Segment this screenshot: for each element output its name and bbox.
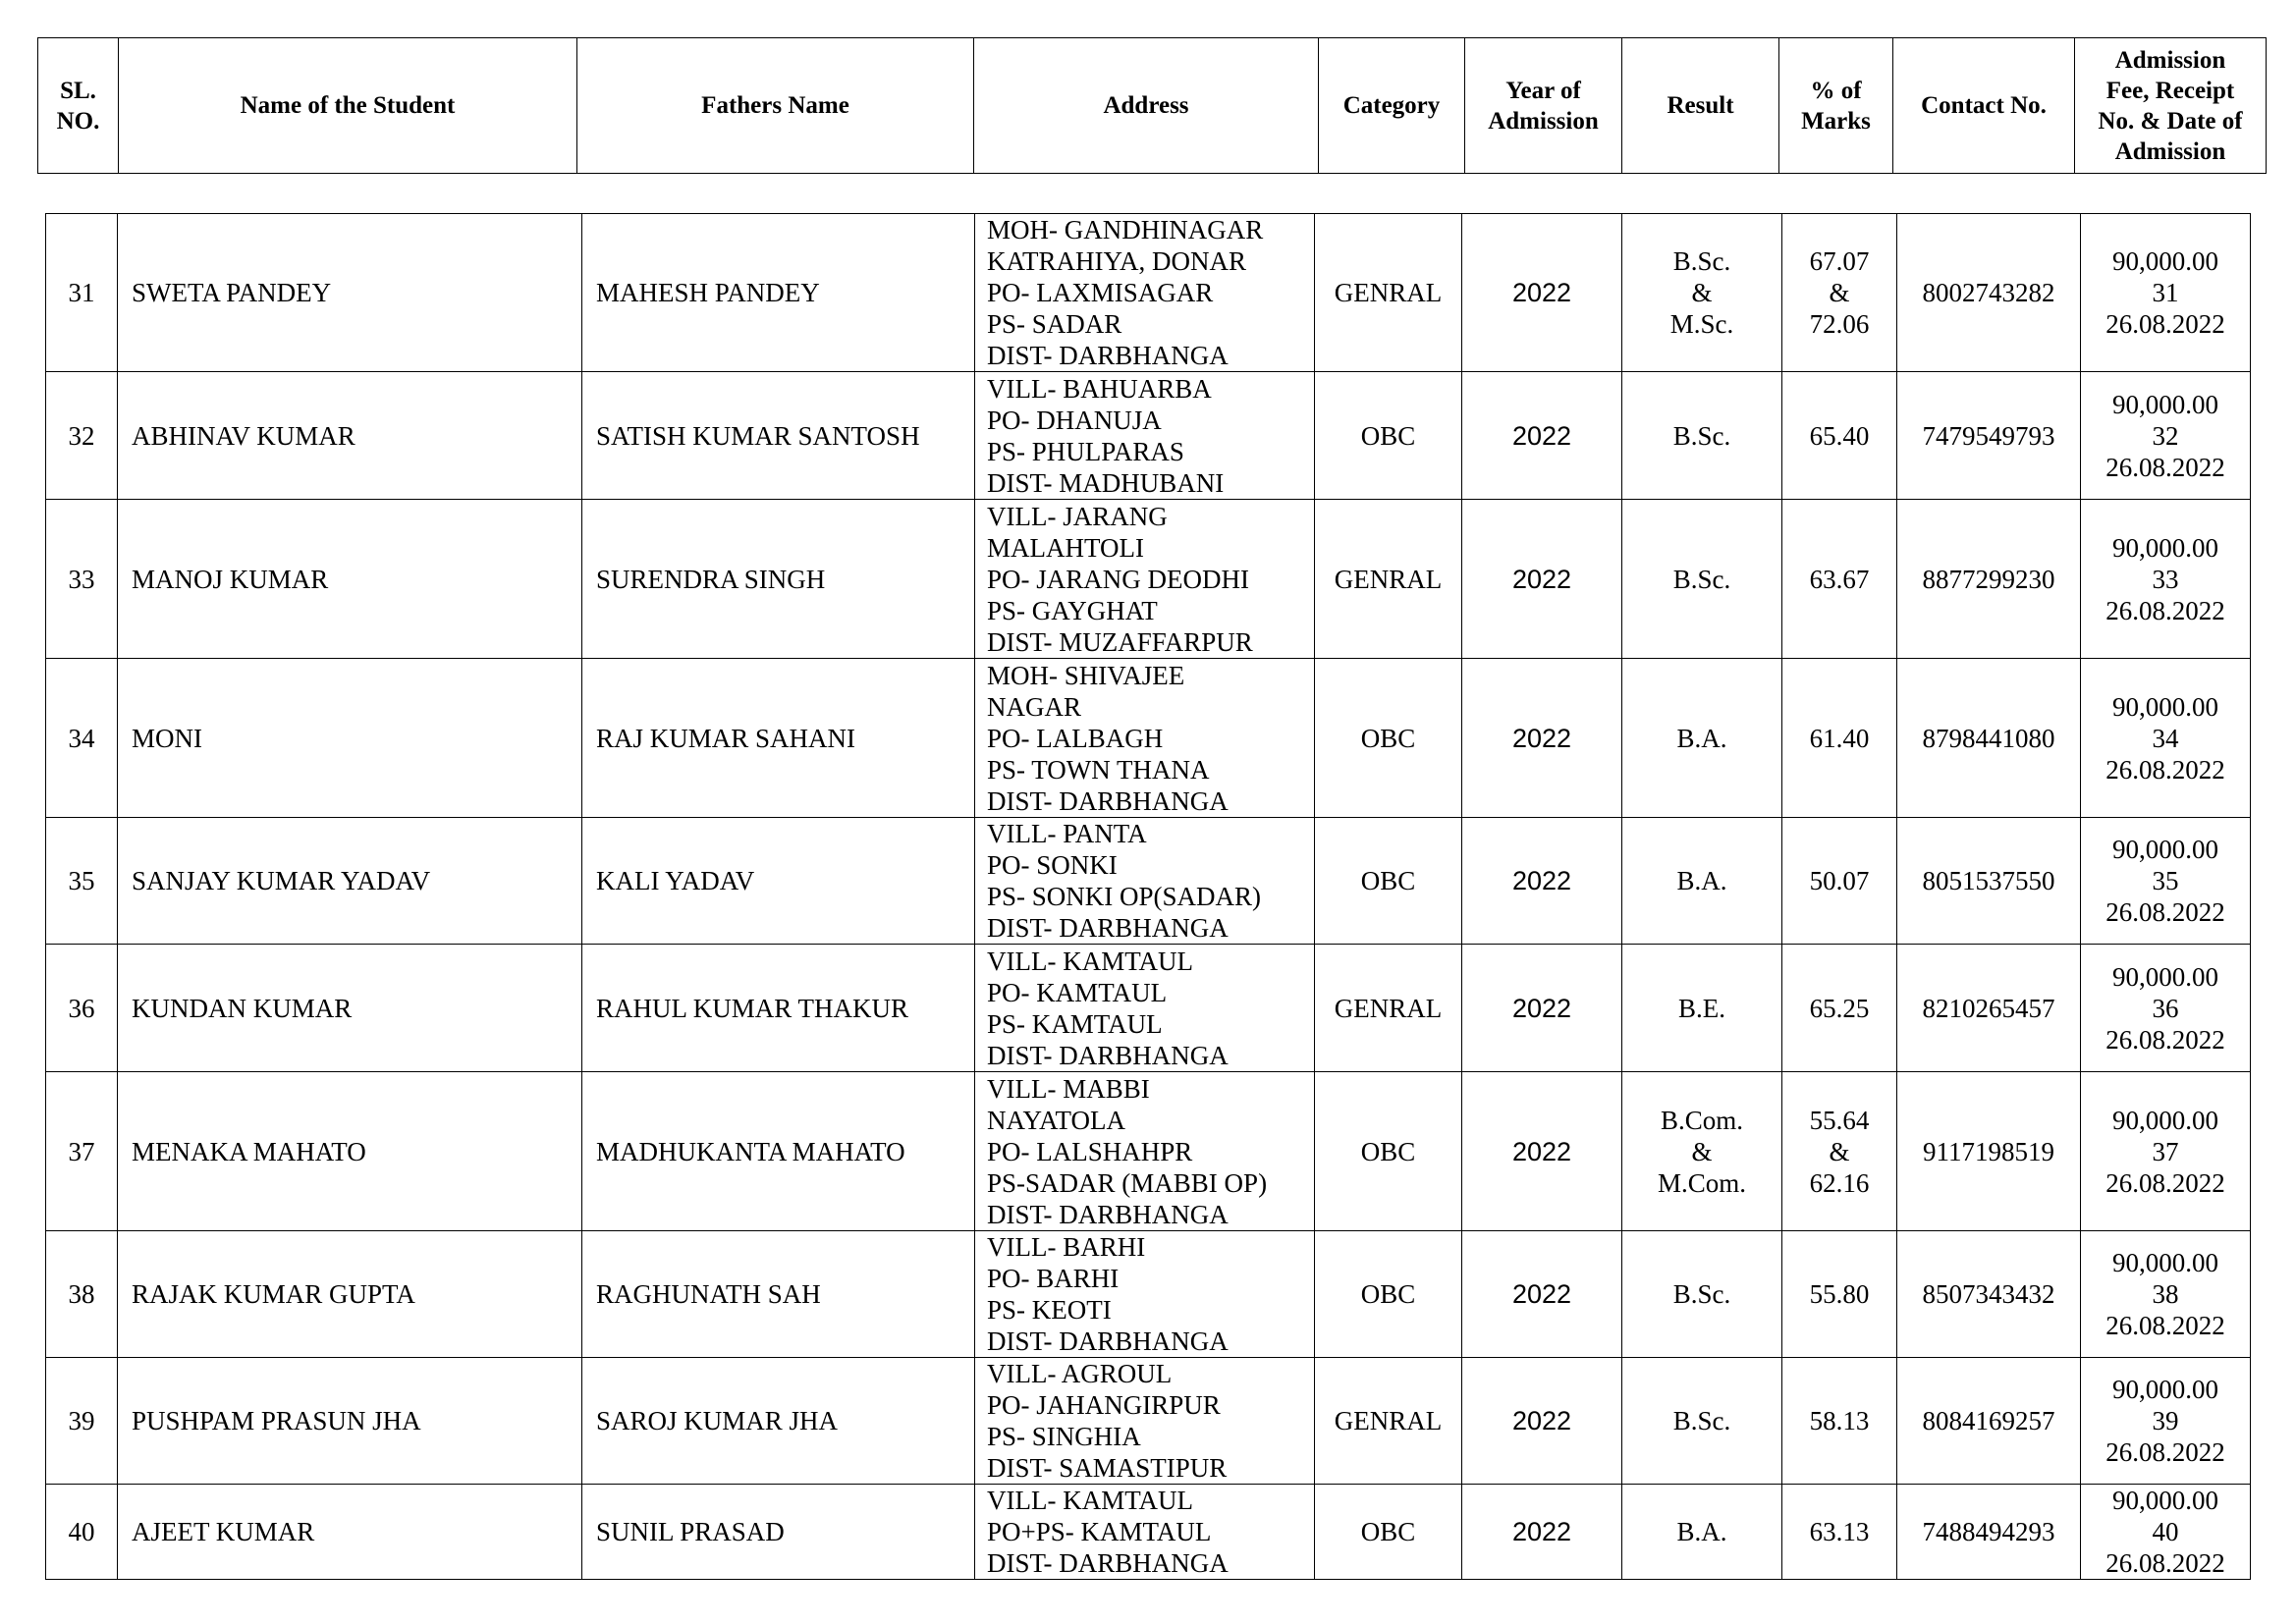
- admission-fee-cell: [2081, 1072, 2251, 1231]
- address-cell-line: VILL- KAMTAUL: [987, 1486, 1194, 1515]
- admission-fee-cell-line: 26.08.2022: [2105, 309, 2225, 339]
- marks-cell: [1782, 372, 1897, 500]
- result-cell: [1622, 1231, 1782, 1358]
- fathers-name-cell: SUNIL PRASAD: [582, 1485, 975, 1580]
- admission-fee-cell-line: 90,000.00: [2112, 961, 2218, 992]
- header-contact-no: Contact No.: [1893, 38, 2075, 174]
- admission-fee-cell-line: 26.08.2022: [2105, 1548, 2225, 1578]
- address-cell-line: VILL- BAHUARBA: [987, 373, 1212, 404]
- marks-cell: [1782, 818, 1897, 945]
- result-cell: [1622, 214, 1782, 372]
- result-cell-line: B.Com.: [1660, 1105, 1744, 1135]
- admission-fee-cell-line: 90,000.00: [2112, 1486, 2218, 1515]
- admission-fee-cell-line: 35: [2152, 866, 2179, 895]
- result-cell-line: &: [1691, 1136, 1713, 1166]
- address-cell-line: DIST- DARBHANGA: [987, 913, 1229, 943]
- result-cell: [1622, 500, 1782, 659]
- address-cell: [975, 1231, 1315, 1358]
- header-result: Result: [1622, 38, 1779, 174]
- marks-cell-line: 67.07: [1809, 246, 1870, 276]
- student-name-cell: SWETA PANDEY: [118, 214, 582, 372]
- contact-cell: 8877299230: [1897, 500, 2081, 659]
- address-cell-line: DIST- MUZAFFARPUR: [987, 626, 1253, 657]
- student-name-cell: KUNDAN KUMAR: [118, 945, 582, 1072]
- category-cell: OBC: [1315, 372, 1462, 500]
- result-cell: [1622, 945, 1782, 1072]
- result-cell-line: &: [1691, 278, 1713, 307]
- fathers-name-cell: MADHUKANTA MAHATO: [582, 1072, 975, 1231]
- address-cell-line: DIST- DARBHANGA: [987, 341, 1229, 370]
- result-cell-line: B.Sc.: [1672, 564, 1731, 594]
- address-cell-line: PO- DHANUJA: [987, 405, 1162, 435]
- admission-fee-cell-line: 90,000.00: [2112, 246, 2218, 276]
- year-cell: 2022: [1462, 500, 1622, 659]
- fathers-name-cell: SURENDRA SINGH: [582, 500, 975, 659]
- admission-fee-cell-line: 26.08.2022: [2105, 595, 2225, 625]
- address-cell-line: DIST- SAMASTIPUR: [987, 1453, 1228, 1483]
- admission-fee-cell-line: 26.08.2022: [2105, 1437, 2225, 1467]
- admission-fee-cell: [2081, 500, 2251, 659]
- result-cell-line: B.Sc.: [1672, 420, 1731, 451]
- address-cell-line: DIST- DARBHANGA: [987, 1326, 1229, 1356]
- header-sl-no: SL. NO.: [38, 38, 119, 174]
- admission-fee-cell-line: 90,000.00: [2112, 1248, 2218, 1277]
- result-cell-line: M.Com.: [1657, 1167, 1747, 1198]
- header-admission-fee: Admission Fee, Receipt No. & Date of Admission: [2075, 38, 2267, 174]
- result-cell-line: B.E.: [1677, 993, 1725, 1023]
- address-cell-line: DIST- DARBHANGA: [987, 1548, 1229, 1578]
- address-cell: [975, 372, 1315, 500]
- contact-cell: 8507343432: [1897, 1231, 2081, 1358]
- student-name-cell: MANOJ KUMAR: [118, 500, 582, 659]
- address-cell-line: MOH- SHIVAJEE: [987, 660, 1185, 690]
- admission-fee-cell: [2081, 372, 2251, 500]
- year-cell: 2022: [1462, 659, 1622, 818]
- address-cell-line: NAYATOLA: [987, 1105, 1126, 1135]
- address-cell: [975, 1358, 1315, 1485]
- admission-fee-cell-line: 26.08.2022: [2105, 1167, 2225, 1198]
- address-cell-line: VILL- MABBI: [987, 1073, 1150, 1104]
- admission-fee-cell: [2081, 1231, 2251, 1358]
- table-row: [46, 1485, 2251, 1580]
- admission-fee-cell-line: 90,000.00: [2112, 389, 2218, 419]
- table-row: [46, 500, 2251, 659]
- year-cell: 2022: [1462, 1072, 1622, 1231]
- address-cell-line: VILL- BARHI: [987, 1232, 1146, 1262]
- admission-fee-cell-line: 26.08.2022: [2105, 1024, 2225, 1055]
- admission-fee-cell: [2081, 1358, 2251, 1485]
- table-row: [46, 1072, 2251, 1231]
- sl-no-cell: 32: [46, 372, 118, 500]
- marks-cell-line: 72.06: [1809, 309, 1870, 339]
- address-cell-line: PS- GAYGHAT: [987, 595, 1158, 625]
- category-cell: GENRAL: [1315, 945, 1462, 1072]
- contact-cell: 7488494293: [1897, 1485, 2081, 1580]
- address-cell-line: PO- LALSHAHPR: [987, 1136, 1193, 1166]
- sl-no-cell: 39: [46, 1358, 118, 1485]
- result-cell-line: B.Sc.: [1672, 1279, 1731, 1309]
- address-cell-line: PS- KEOTI: [987, 1295, 1112, 1325]
- result-cell: [1622, 1072, 1782, 1231]
- address-cell: [975, 1072, 1315, 1231]
- fathers-name-cell: RAHUL KUMAR THAKUR: [582, 945, 975, 1072]
- address-cell-line: PO- LAXMISAGAR: [987, 278, 1214, 307]
- marks-cell: [1782, 500, 1897, 659]
- contact-cell: 9117198519: [1897, 1072, 2081, 1231]
- student-name-cell: RAJAK KUMAR GUPTA: [118, 1231, 582, 1358]
- marks-cell-line: 62.16: [1809, 1167, 1870, 1198]
- year-cell: 2022: [1462, 945, 1622, 1072]
- admission-fee-cell-line: 39: [2152, 1406, 2179, 1435]
- admission-fee-cell: [2081, 1485, 2251, 1580]
- sl-no-cell: 33: [46, 500, 118, 659]
- contact-cell: 8051537550: [1897, 818, 2081, 945]
- marks-cell-line: 55.80: [1809, 1279, 1870, 1309]
- header-row: [38, 38, 2267, 174]
- admission-fee-cell: [2081, 945, 2251, 1072]
- admission-fee-cell-line: 38: [2152, 1279, 2179, 1309]
- table-row: [46, 945, 2251, 1072]
- address-cell: [975, 214, 1315, 372]
- result-cell: [1622, 818, 1782, 945]
- fathers-name-cell: SAROJ KUMAR JHA: [582, 1358, 975, 1485]
- address-cell-line: PO- SONKI: [987, 850, 1118, 880]
- contact-cell: 8210265457: [1897, 945, 2081, 1072]
- address-cell-line: NAGAR: [987, 691, 1082, 722]
- contact-cell: 8084169257: [1897, 1358, 2081, 1485]
- contact-cell: 8002743282: [1897, 214, 2081, 372]
- address-cell-line: PO- BARHI: [987, 1264, 1120, 1293]
- address-cell-line: DIST- DARBHANGA: [987, 785, 1229, 816]
- category-cell: OBC: [1315, 1072, 1462, 1231]
- sl-no-cell: 36: [46, 945, 118, 1072]
- admission-fee-cell-line: 90,000.00: [2112, 1105, 2218, 1135]
- address-cell-line: MALAHTOLI: [987, 532, 1144, 563]
- result-cell-line: B.Sc.: [1672, 1406, 1731, 1435]
- admission-fee-cell-line: 37: [2152, 1136, 2179, 1166]
- result-cell-line: B.Sc.: [1672, 246, 1731, 276]
- marks-cell-line: 61.40: [1809, 723, 1870, 753]
- year-cell: 2022: [1462, 1485, 1622, 1580]
- marks-cell: [1782, 1358, 1897, 1485]
- category-cell: OBC: [1315, 1485, 1462, 1580]
- marks-cell-line: 65.25: [1809, 993, 1870, 1023]
- category-cell: OBC: [1315, 818, 1462, 945]
- student-name-cell: ABHINAV KUMAR: [118, 372, 582, 500]
- address-cell-line: PO+PS- KAMTAUL: [987, 1517, 1212, 1546]
- address-cell-line: PS- SONKI OP(SADAR): [987, 882, 1262, 911]
- address-cell-line: PO- JAHANGIRPUR: [987, 1390, 1221, 1420]
- fathers-name-cell: SATISH KUMAR SANTOSH: [582, 372, 975, 500]
- address-cell-line: DIST- MADHUBANI: [987, 467, 1225, 498]
- address-cell-line: DIST- DARBHANGA: [987, 1199, 1229, 1229]
- student-name-cell: MONI: [118, 659, 582, 818]
- category-cell: GENRAL: [1315, 500, 1462, 659]
- admission-fee-cell-line: 36: [2152, 993, 2179, 1023]
- fathers-name-cell: RAGHUNATH SAH: [582, 1231, 975, 1358]
- header-category: Category: [1319, 38, 1465, 174]
- result-cell-line: M.Sc.: [1669, 309, 1734, 339]
- address-cell-line: DIST- DARBHANGA: [987, 1040, 1229, 1070]
- header-year-of-admission: Year of Admission: [1465, 38, 1622, 174]
- address-cell-line: PS-SADAR (MABBI OP): [987, 1167, 1268, 1198]
- result-cell: [1622, 659, 1782, 818]
- admission-fee-cell-line: 90,000.00: [2112, 1375, 2218, 1404]
- year-cell: 2022: [1462, 1231, 1622, 1358]
- header-address: Address: [974, 38, 1319, 174]
- admission-fee-cell-line: 34: [2152, 723, 2179, 753]
- marks-cell: [1782, 1072, 1897, 1231]
- admission-fee-cell-line: 33: [2152, 564, 2179, 594]
- sl-no-cell: 37: [46, 1072, 118, 1231]
- fathers-name-cell: KALI YADAV: [582, 818, 975, 945]
- header-student-name: Name of the Student: [119, 38, 577, 174]
- header-fathers-name: Fathers Name: [577, 38, 974, 174]
- contact-cell: 8798441080: [1897, 659, 2081, 818]
- category-cell: OBC: [1315, 659, 1462, 818]
- address-cell-line: KATRAHIYA, DONAR: [987, 246, 1247, 276]
- result-cell-line: B.A.: [1676, 723, 1727, 753]
- marks-cell: [1782, 659, 1897, 818]
- marks-cell-line: 50.07: [1809, 866, 1870, 895]
- category-cell: OBC: [1315, 1231, 1462, 1358]
- result-cell: [1622, 1358, 1782, 1485]
- category-cell: GENRAL: [1315, 214, 1462, 372]
- address-cell: [975, 500, 1315, 659]
- sl-no-cell: 34: [46, 659, 118, 818]
- address-cell-line: PS- SADAR: [987, 309, 1122, 339]
- admission-fee-cell-line: 90,000.00: [2112, 835, 2218, 864]
- address-cell-line: VILL- KAMTAUL: [987, 946, 1194, 976]
- result-cell-line: B.A.: [1676, 866, 1727, 895]
- admission-fee-cell-line: 26.08.2022: [2105, 754, 2225, 785]
- table-row: [46, 659, 2251, 818]
- year-cell: 2022: [1462, 1358, 1622, 1485]
- marks-cell-line: 58.13: [1809, 1406, 1870, 1435]
- address-cell-line: PO- LALBAGH: [987, 723, 1164, 753]
- address-cell: [975, 1485, 1315, 1580]
- marks-cell: [1782, 214, 1897, 372]
- address-cell-line: PO- JARANG DEODHI: [987, 564, 1249, 594]
- result-cell: [1622, 1485, 1782, 1580]
- address-cell: [975, 818, 1315, 945]
- header-percent-marks: % of Marks: [1779, 38, 1893, 174]
- student-name-cell: SANJAY KUMAR YADAV: [118, 818, 582, 945]
- student-table: [45, 213, 2251, 1580]
- marks-cell-line: 63.67: [1809, 564, 1870, 594]
- admission-fee-cell: [2081, 818, 2251, 945]
- student-name-cell: AJEET KUMAR: [118, 1485, 582, 1580]
- sl-no-cell: 40: [46, 1485, 118, 1580]
- admission-fee-cell-line: 26.08.2022: [2105, 1311, 2225, 1340]
- table-row: [46, 1231, 2251, 1358]
- address-cell-line: MOH- GANDHINAGAR: [987, 215, 1264, 244]
- address-cell-line: VILL- AGROUL: [987, 1359, 1173, 1388]
- student-name-cell: PUSHPAM PRASUN JHA: [118, 1358, 582, 1485]
- admission-fee-cell-line: 90,000.00: [2112, 532, 2218, 563]
- table-row: [46, 214, 2251, 372]
- table-row: [46, 1358, 2251, 1485]
- address-cell-line: PS- PHULPARAS: [987, 436, 1184, 466]
- result-cell-line: B.A.: [1676, 1517, 1727, 1546]
- admission-fee-cell: [2081, 214, 2251, 372]
- marks-cell-line: 65.40: [1809, 420, 1870, 451]
- address-cell-line: PS- SINGHIA: [987, 1422, 1141, 1451]
- address-cell-line: VILL- PANTA: [987, 819, 1147, 848]
- sl-no-cell: 31: [46, 214, 118, 372]
- result-cell: [1622, 372, 1782, 500]
- admission-fee-cell-line: 32: [2152, 420, 2179, 451]
- address-cell-line: PO- KAMTAUL: [987, 977, 1168, 1007]
- contact-cell: 7479549793: [1897, 372, 2081, 500]
- admission-fee-cell-line: 90,000.00: [2112, 691, 2218, 722]
- sl-no-cell: 35: [46, 818, 118, 945]
- category-cell: GENRAL: [1315, 1358, 1462, 1485]
- marks-cell: [1782, 945, 1897, 1072]
- table-row: [46, 818, 2251, 945]
- admission-fee-cell-line: 26.08.2022: [2105, 897, 2225, 927]
- marks-cell: [1782, 1485, 1897, 1580]
- admission-fee-cell-line: 26.08.2022: [2105, 452, 2225, 482]
- admission-fee-cell: [2081, 659, 2251, 818]
- address-cell-line: PS- TOWN THANA: [987, 754, 1210, 785]
- year-cell: 2022: [1462, 818, 1622, 945]
- marks-cell-line: &: [1829, 278, 1850, 307]
- year-cell: 2022: [1462, 372, 1622, 500]
- address-cell-line: VILL- JARANG: [987, 501, 1168, 531]
- fathers-name-cell: MAHESH PANDEY: [582, 214, 975, 372]
- marks-cell-line: 55.64: [1809, 1105, 1870, 1135]
- admission-fee-cell-line: 40: [2152, 1517, 2179, 1546]
- admission-fee-cell-line: 31: [2152, 278, 2179, 307]
- marks-cell-line: &: [1829, 1136, 1850, 1166]
- sl-no-cell: 38: [46, 1231, 118, 1358]
- address-cell: [975, 945, 1315, 1072]
- student-name-cell: MENAKA MAHATO: [118, 1072, 582, 1231]
- fathers-name-cell: RAJ KUMAR SAHANI: [582, 659, 975, 818]
- header-table: [37, 37, 2267, 174]
- marks-cell-line: 63.13: [1809, 1517, 1870, 1546]
- address-cell: [975, 659, 1315, 818]
- marks-cell: [1782, 1231, 1897, 1358]
- address-cell-line: PS- KAMTAUL: [987, 1008, 1163, 1039]
- year-cell: 2022: [1462, 214, 1622, 372]
- table-row: [46, 372, 2251, 500]
